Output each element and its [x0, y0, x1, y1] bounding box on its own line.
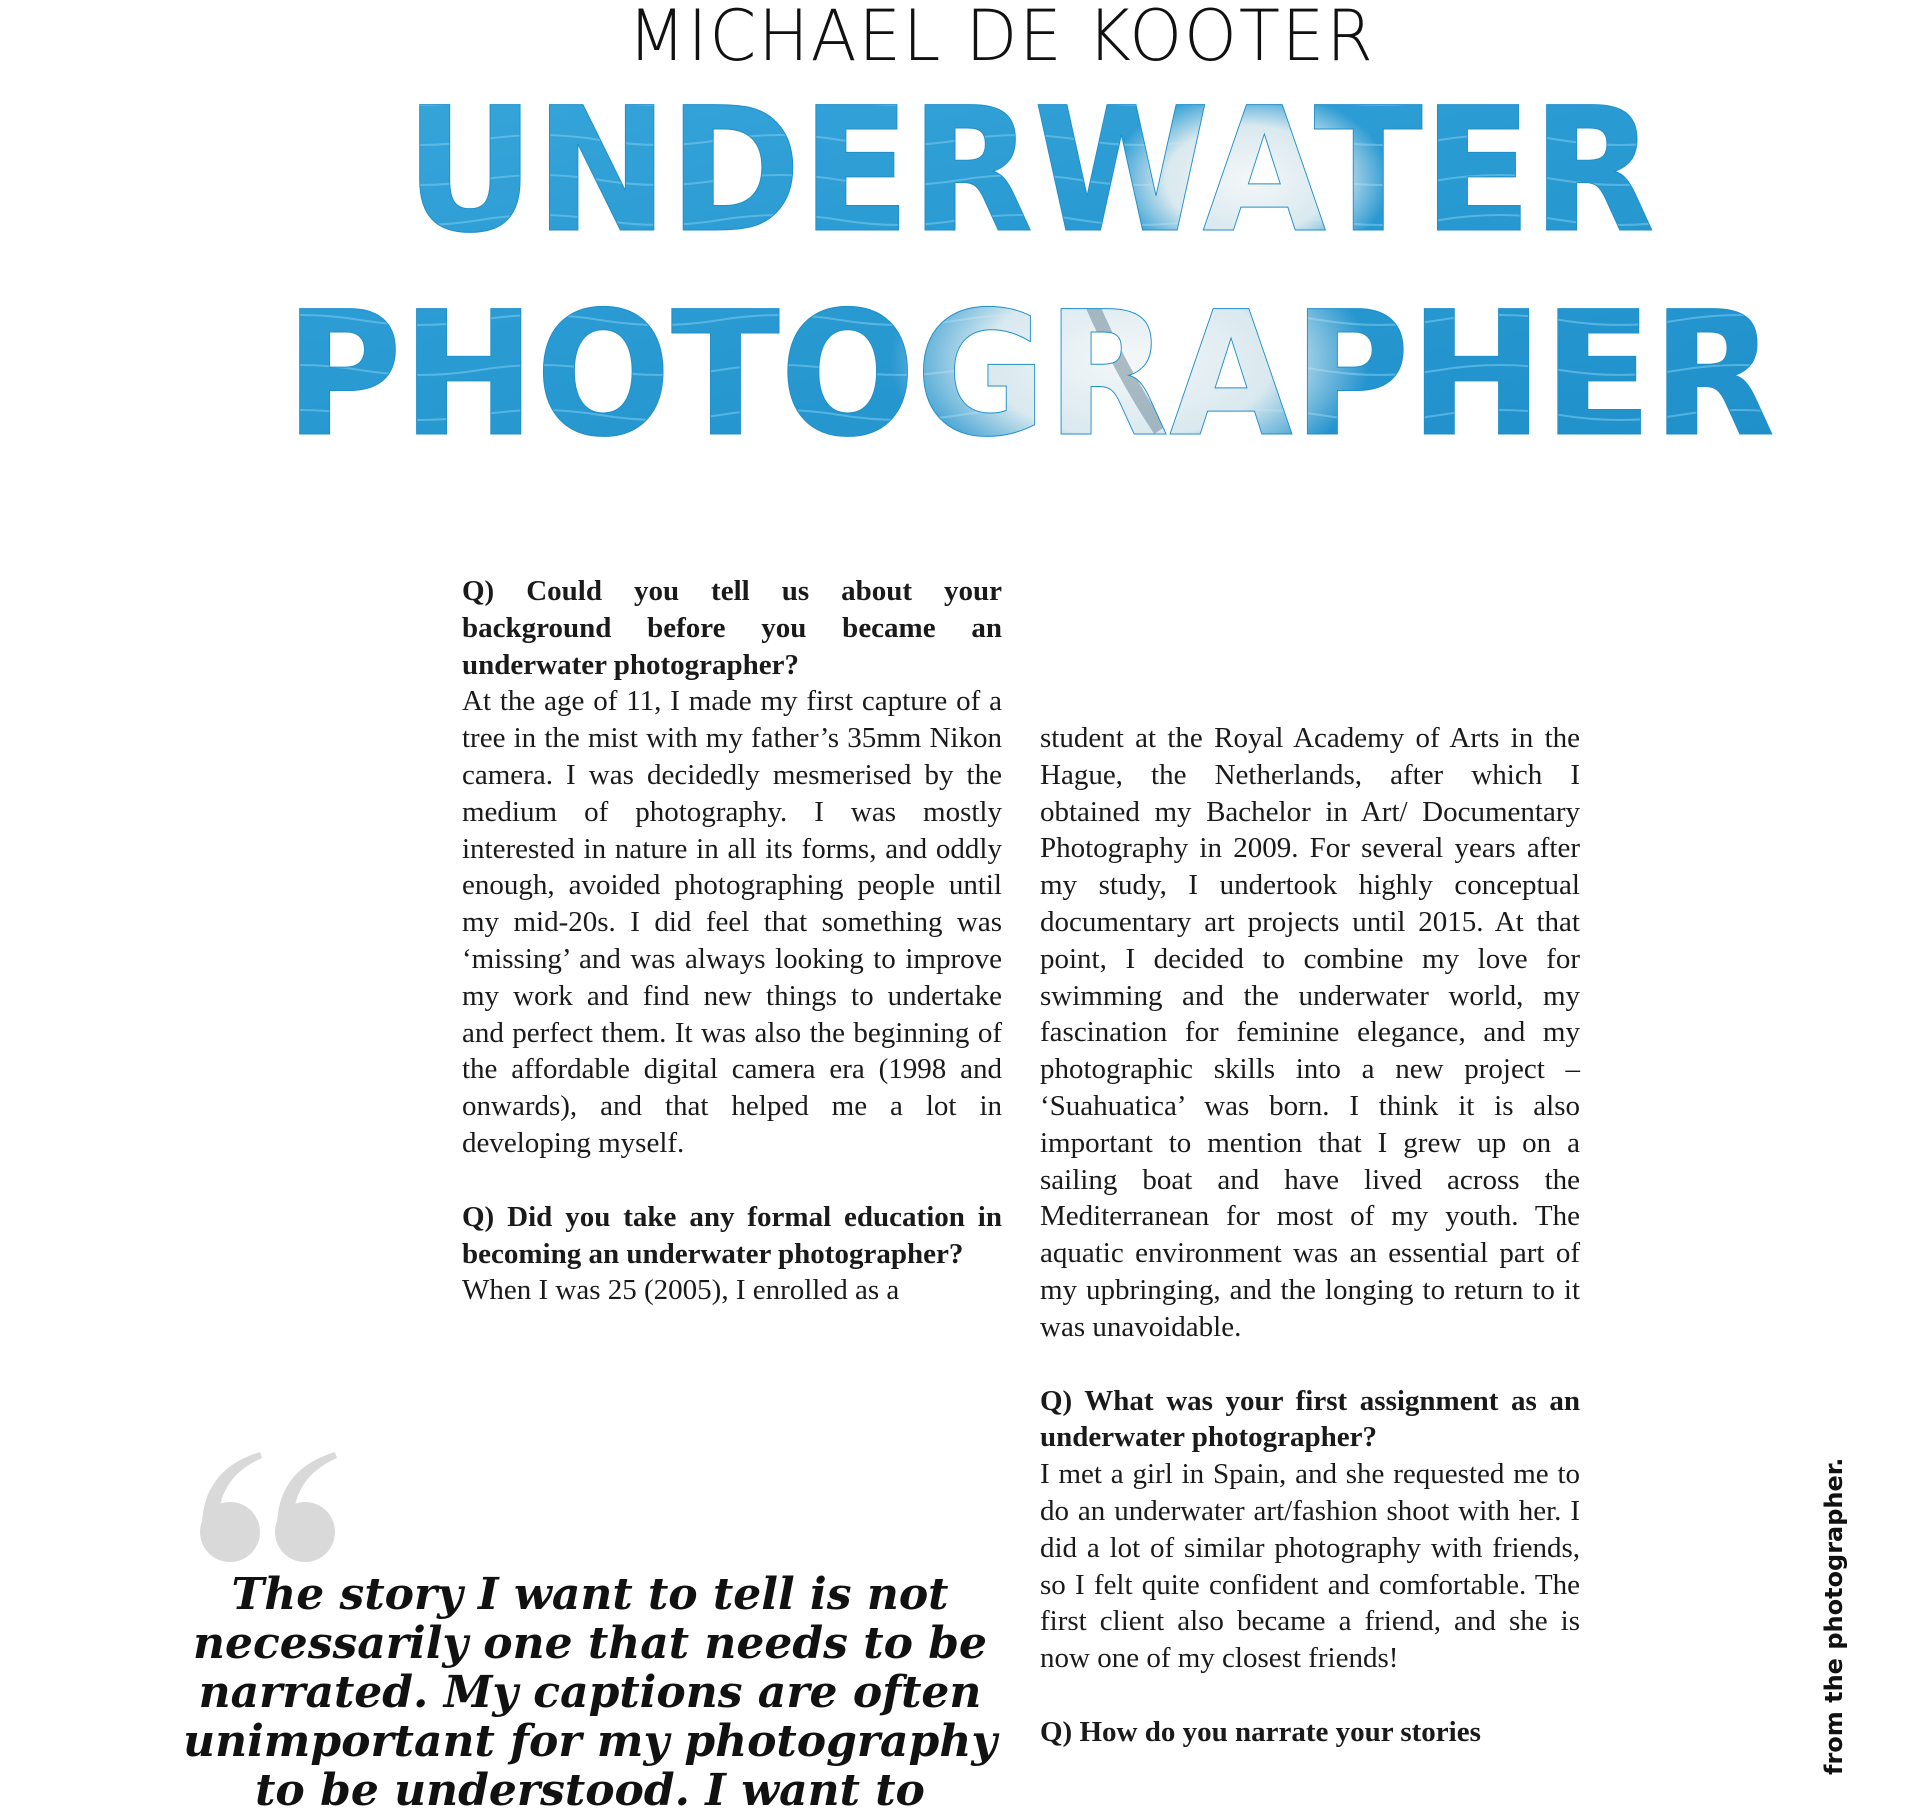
question-background: Q) Could you tell us about your background before you became an underwater photographer?	[462, 575, 1002, 681]
quote-mark-icon	[190, 1450, 350, 1570]
author-name: MICHAEL DE KOOTER	[627, 0, 1375, 77]
title-line-1: UNDERWATER	[405, 70, 1655, 271]
article-column-right	[1040, 720, 1580, 1751]
answer-education-start: When I was 25 (2005), I enrolled as a	[462, 1274, 900, 1307]
photo-credit: from the photographer.	[1820, 1457, 1848, 1775]
question-education: Q) Did you take any formal education in becoming an underwater photographer?	[462, 1200, 1002, 1270]
title-graphic	[0, 70, 1920, 450]
answer-background: At the age of 11, I made my first capture of a tree in the mist with my father’s 35mm Nikon camera. I was decidedly mesmerised by the medium of photography. I was mostly interested in nature in all its forms, and oddly enough, avoided photographing people until my mid-20s. I did feel that something was ‘missing’ and was always looking to improve my work and find new things to undertake and perfect them. It was also the beginning of the affordable digital camera era (1998 and onwards), and that helped me a lot in developing myself.	[462, 685, 1002, 1159]
pull-quote: The story I want to tell is not necessarily one that needs to be narrated. My captions are often unimportant for my photography to be understood. I want to	[183, 1569, 997, 1816]
question-first-assignment: Q) What was your first assignment as an underwater photographer?	[1040, 1384, 1580, 1454]
answer-education-cont: student at the Royal Academy of Arts in the Hague, the Netherlands, after which I obtained my Bachelor in Art/ Documentary Photography in 2009. For several years after my study, I undertook highly conceptual documentary art projects until 2015. At that point, I decided to combine my love for swimming and the underwater world, my fascination for feminine elegance, and my photographic skills into a new project – ‘Suahuatica’ was born. I think it is also important to mention that I grew up on a sailing boat and have lived across the Mediterranean for most of my youth. The aquatic environment was an essential part of my upbringing, and the longing to return to it was unavoidable.	[1040, 722, 1580, 1343]
title-line-2: PHOTOGRAPHER	[285, 274, 1775, 450]
question-narrate: Q) How do you narrate your stories	[1040, 1715, 1481, 1748]
answer-first-assignment: I met a girl in Spain, and she requested me to do an underwater art/fashion shoot with her. I did a lot of similar photography with friends, so I felt quite confident and comfortable. The first client also became a friend, and she is now one of my closest friends!	[1040, 1458, 1580, 1675]
article-column-left	[462, 573, 1002, 1309]
